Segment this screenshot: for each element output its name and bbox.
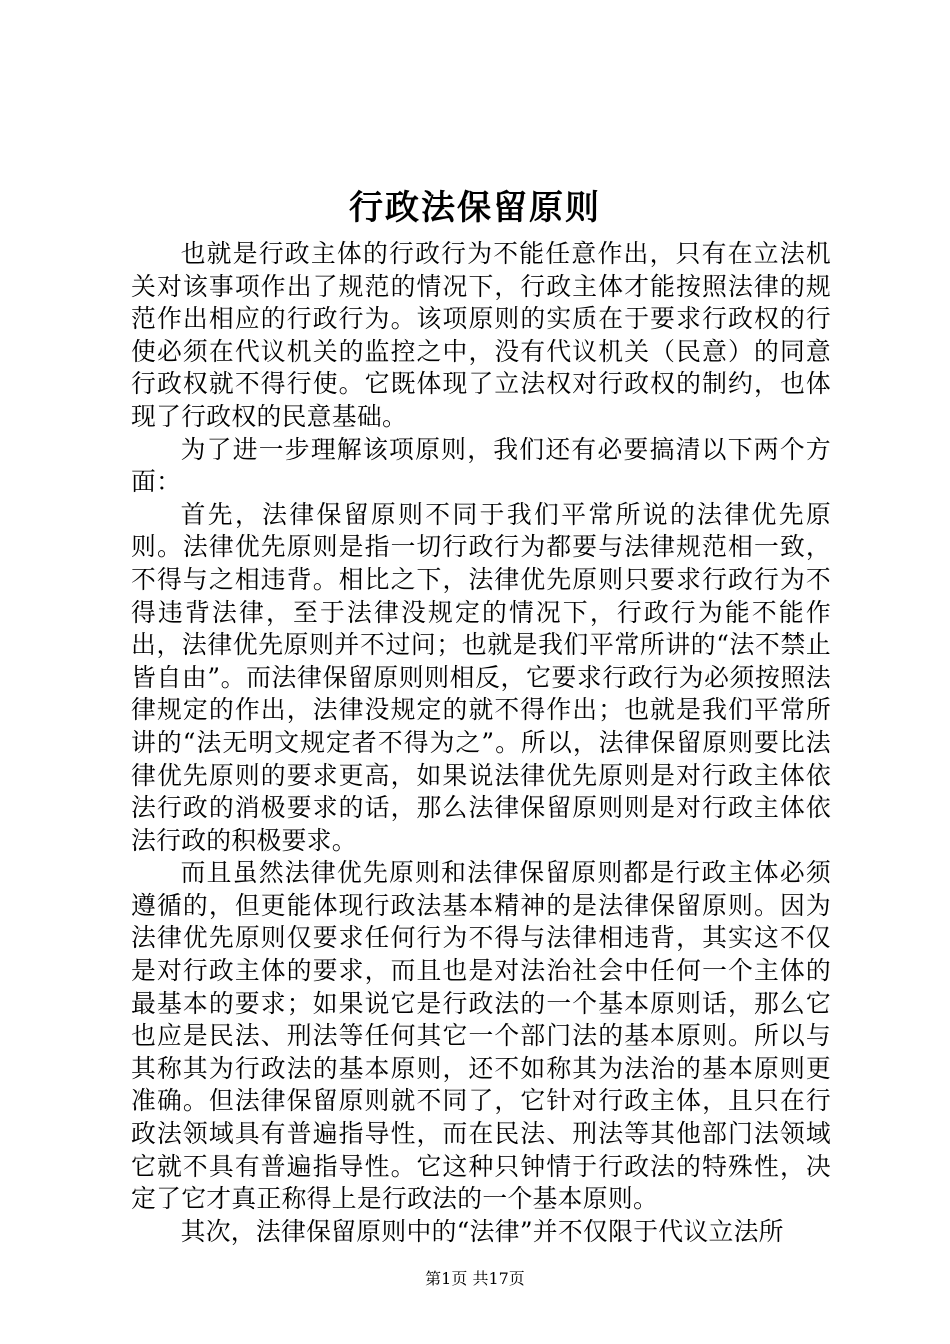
document-title: 行政法保留原则 [349, 188, 601, 228]
page-number-footer: 第1页 共17页 [425, 1269, 525, 1288]
paragraph-5: 其次，法律保留原则中的“法律”并不仅限于代议立法所 [180, 1216, 784, 1246]
paragraph-3: 首先，法律保留原则不同于我们平常所说的法律优先原则。法律优先原则是指一切行政行为都要与法律规范相一致，不得与之相违背。相比之下，法律优先原则只要求行政行为不得违背法律，至于法律没规定的情况下，行政行为能不能作出，法律优先原则并不过问；也就是我们平常所讲的“法不禁止皆自由”。而法律保留原则则相反，它要求行政行为必须按照法律规定的作出，法律没规定的就不得作出；也就是我们平常所讲的“法无明文规定者不得为之”。所以，法律保留原则要比法律优先原则的要求更高，如果说法律优先原则是对行政主体依法行政的消极要求的话，那么法律保留原则则是对行政主体依法行政的积极要求。 [131, 499, 831, 855]
paragraph-4: 而且虽然法律优先原则和法律保留原则都是行政主体必须遵循的，但更能体现行政法基本精神的是法律保留原则。因为法律优先原则仅要求任何行为不得与法律相违背，其实这不仅是对行政主体的要求，而且也是对法治社会中任何一个主体的最基本的要求；如果说它是行政法的一个基本原则话，那么它也应是民法、刑法等任何其它一个部门法的基本原则。所以与其称其为行政法的基本原则，还不如称其为法治的基本原则更准确。但法律保留原则就不同了，它针对行政主体，且只在行政法领域具有普遍指导性，而在民法、刑法等其他部门法领域它就不具有普遍指导性。它这种只钟情于行政法的特殊性，决定了它才真正称得上是行政法的一个基本原则。 [131, 858, 831, 1214]
paragraph-1: 也就是行政主体的行政行为不能任意作出，只有在立法机关对该事项作出了规范的情况下，行政主体才能按照法律的规范作出相应的行政行为。该项原则的实质在于要求行政权的行使必须在代议机关的监控之中，没有代议机关（民意）的同意行政权就不得行使。它既体现了立法权对行政权的制约，也体现了行政权的民意基础。 [131, 239, 831, 431]
document-body [131, 238, 831, 1248]
paragraph-2: 为了进一步理解该项原则，我们还有必要搞清以下两个方面： [131, 434, 831, 497]
